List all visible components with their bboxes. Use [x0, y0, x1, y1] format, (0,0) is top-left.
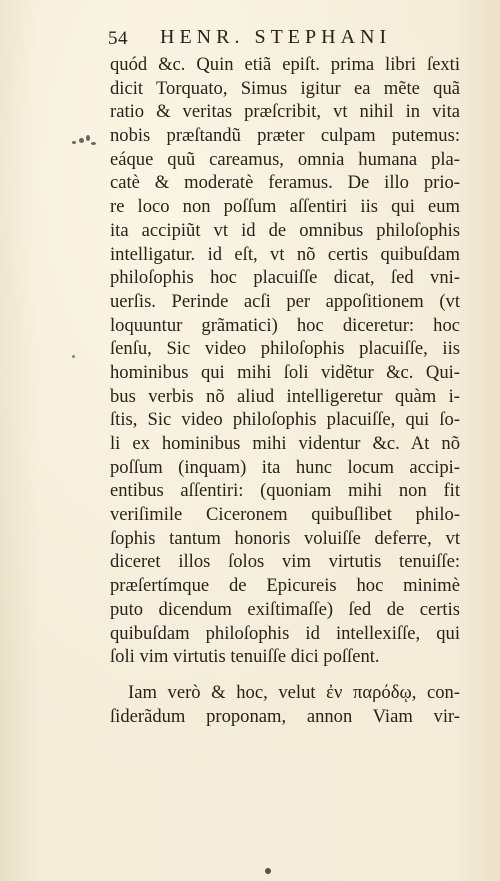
text-line: veriſimile Ciceronem quibuſlibet philo-: [110, 504, 460, 526]
text-line: præſertímque de Epicureis hoc minimè: [110, 575, 460, 597]
text-line: philoſophis hoc placuiſſe dicat, ſed vni-: [110, 267, 460, 289]
marginal-dot: [72, 355, 75, 358]
text-line: Iam verò & hoc, velut ἐν παρόδῳ, con-: [128, 681, 460, 703]
body-text: [110, 53, 460, 728]
running-head: HENR. STEPHANI: [160, 26, 392, 48]
text-line: re loco non poſſum aſſentiri iis qui eum: [110, 196, 460, 218]
text-line: dicit Torquato, Simus igitur ea mẽte quã: [110, 77, 460, 99]
text-line: ratio & veritas præſcribit, vt nihil in vita: [110, 101, 460, 123]
text-line: ſiderãdum proponam, annon Viam vir-: [110, 705, 460, 727]
text-line: entibus aſſentiri: (quoniam mihi non fit: [110, 480, 460, 502]
text-line: ſoli vim virtutis tenuiſſe dici poſſent.: [110, 646, 380, 668]
text-line: ſtis, Sic video philoſophis placuiſſe, qui ſo-: [110, 409, 460, 431]
text-line: diceret illos ſolos vim virtutis tenuiſſe:: [110, 551, 460, 573]
text-line: ita accipiũt vt id de omnibus philoſophis: [110, 219, 460, 241]
text-line: poſſum (inquam) ita hunc locum accipi-: [110, 456, 460, 478]
page-header: [108, 26, 438, 50]
text-line: nobis præſtandũ præter culpam putemus:: [110, 125, 460, 147]
marginal-ink-mark: [72, 135, 98, 149]
text-line: eáque quũ careamus, omnia humana pla-: [110, 148, 460, 170]
text-line: intelligatur. id eſt, vt nõ certis quibuſdam: [110, 243, 460, 265]
text-line: ſenſu, Sic video philoſophis placuiſſe, iis: [110, 338, 460, 360]
text-line: ſophis tantum honoris voluiſſe deferre, vt: [110, 527, 460, 549]
text-line: uerſis. Perinde acſi per appoſitionem (vt: [110, 290, 460, 312]
text-line: loquuntur grãmatici) hoc diceretur: hoc: [110, 314, 460, 336]
page-number: 54: [108, 28, 128, 49]
text-line: quód &c. Quin etiã epiſt. prima libri ſexti: [110, 54, 460, 75]
bottom-ink-dot: [265, 868, 271, 874]
text-line: li ex hominibus mihi videntur &c. At nõ: [110, 433, 460, 454]
text-line: catè & moderatè feramus. De illo prio-: [110, 172, 460, 194]
text-line: hominibus qui mihi ſoli vidẽtur &c. Qui-: [110, 361, 460, 383]
text-line: quibuſdam philoſophis id intellexiſſe, qui: [110, 622, 460, 644]
text-line: bus verbis nõ aliud intelligeretur quàm i-: [110, 385, 460, 407]
text-line: puto dicendum exiſtimaſſe) ſed de certis: [110, 598, 460, 620]
